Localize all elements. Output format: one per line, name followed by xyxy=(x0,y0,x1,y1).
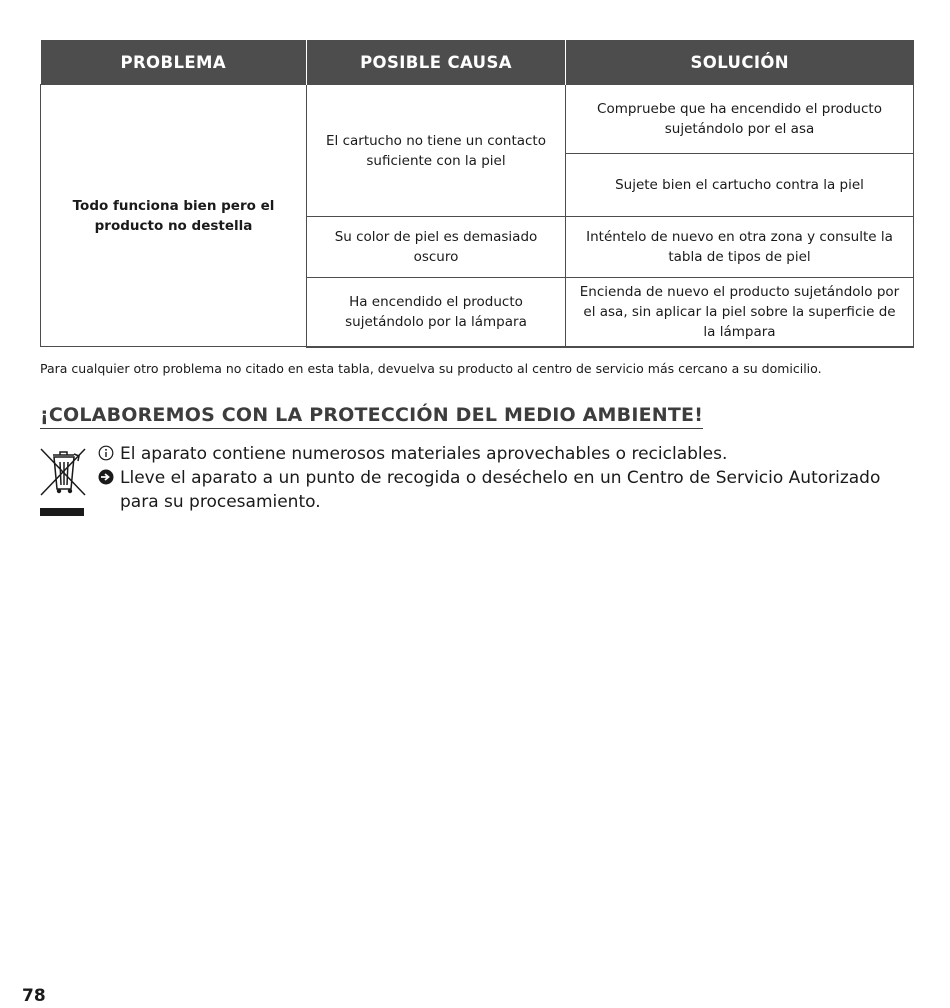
header-posible-causa: POSIBLE CAUSA xyxy=(307,40,566,85)
cause-cell: Su color de piel es demasiado oscuro xyxy=(307,217,566,278)
environment-heading: ¡COLABOREMOS CON LA PROTECCIÓN DEL MEDIO AMBIENTE! xyxy=(40,404,703,429)
table-header-row xyxy=(41,40,914,85)
page-number: 78 xyxy=(22,986,46,1006)
solution-cell: Compruebe que ha encendido el producto sujetándolo por el asa xyxy=(566,85,914,154)
environment-list xyxy=(92,442,922,514)
solution-cell: Inténtelo de nuevo en otra zona y consulte la tabla de tipos de piel xyxy=(566,217,914,278)
solution-cell: Encienda de nuevo el producto sujetándolo por el asa, sin aplicar la piel sobre la superficie de la lámpara xyxy=(566,278,914,347)
footnote: Para cualquier otro problema no citado en esta tabla, devuelva su producto al centro de servicio más cercano a su domicilio. xyxy=(40,361,822,376)
cause-cell: Ha encendido el producto sujetándolo por la lámpara xyxy=(307,278,566,347)
info-icon xyxy=(92,442,120,466)
list-item xyxy=(92,442,922,466)
list-item xyxy=(92,466,922,514)
header-problema: PROBLEMA xyxy=(41,40,307,85)
list-item-text: Lleve el aparato a un punto de recogida o deséchelo en un Centro de Servicio Autorizado para su procesamiento. xyxy=(120,468,881,512)
problem-cell: Todo funciona bien pero el producto no destella xyxy=(41,85,307,347)
table-row xyxy=(41,85,914,154)
cause-cell: El cartucho no tiene un contacto suficiente con la piel xyxy=(307,85,566,217)
header-solucion: SOLUCIÓN xyxy=(566,40,914,85)
list-item-text: El aparato contiene numerosos materiales aprovechables o reciclables. xyxy=(120,444,728,464)
solution-cell: Sujete bien el cartucho contra la piel xyxy=(566,154,914,217)
troubleshooting-table xyxy=(40,40,914,348)
arrow-right-circle-icon xyxy=(92,466,120,514)
crossed-out-wheelie-bin-icon xyxy=(38,445,88,519)
